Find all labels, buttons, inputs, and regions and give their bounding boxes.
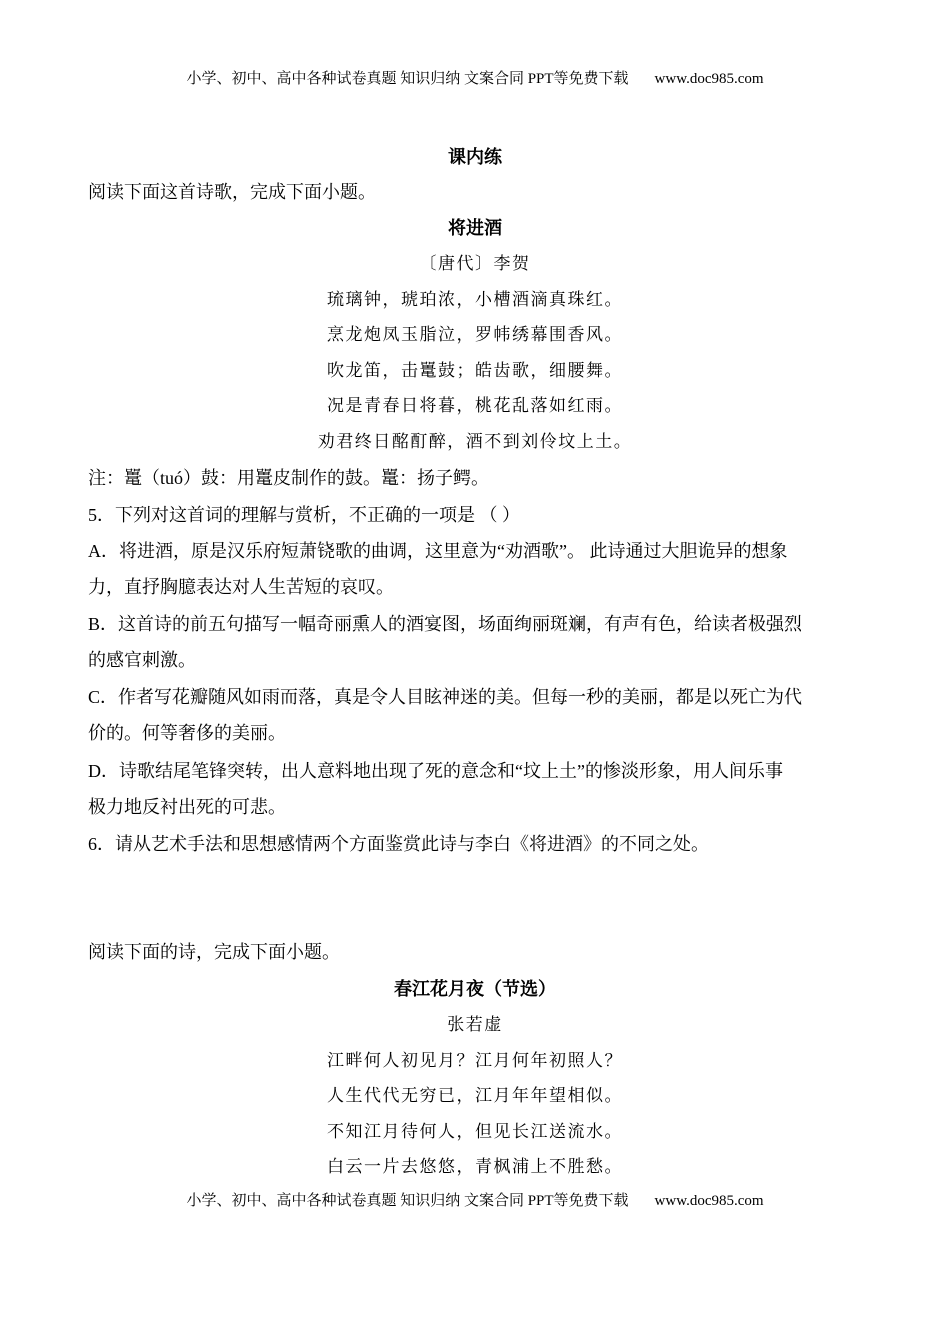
poem-line: 吹龙笛，击鼍鼓；皓齿歌，细腰舞。	[327, 361, 623, 380]
poem-author: 〔唐代〕李贺	[419, 254, 531, 273]
option-d-cont: 极力地反衬出死的可悲。	[88, 797, 286, 817]
option-a: A．将进酒，原是汉乐府短萧铙歌的曲调，这里意为“劝酒歌”。 此诗通过大胆诡异的想象	[88, 541, 788, 561]
question-6: 6．请从艺术手法和思想感情两个方面鉴赏此诗与李白《将进酒》的不同之处。	[88, 834, 709, 854]
option-c-cont: 价的。何等奢侈的美丽。	[88, 723, 286, 743]
poem-author-2: 张若虚	[447, 1015, 503, 1034]
poem-line: 人生代代无穷已，江月年年望相似。	[327, 1086, 623, 1105]
poem-title-2: 春江花月夜（节选）	[394, 979, 556, 999]
question-5: 5．下列对这首词的理解与赏析，不正确的一项是 （ ）	[88, 505, 520, 525]
poem-title: 将进酒	[448, 218, 502, 238]
header-url: www.doc985.com	[654, 71, 764, 87]
footer-text: 小学、初中、高中各种试卷真题 知识归纳 文案合同 PPT等免费下载	[186, 1193, 629, 1209]
instruction-2: 阅读下面的诗，完成下面小题。	[88, 942, 340, 962]
poem-line: 白云一片去悠悠，青枫浦上不胜愁。	[327, 1157, 623, 1176]
header-text: 小学、初中、高中各种试卷真题 知识归纳 文案合同 PPT等免费下载	[186, 71, 629, 87]
poem-line: 劝君终日酩酊醉，酒不到刘伶坟上土。	[317, 432, 633, 451]
poem-line: 琉璃钟，琥珀浓，小槽酒滴真珠红。	[327, 290, 623, 309]
option-b: B．这首诗的前五句描写一幅奇丽熏人的酒宴图，场面绚丽斑斓，有声有色，给读者极强烈	[88, 614, 803, 634]
poem-line: 不知江月待何人，但见长江送流水。	[327, 1122, 623, 1141]
page-header	[0, 68, 950, 90]
option-a-cont: 力，直抒胸臆表达对人生苦短的哀叹。	[88, 577, 394, 597]
option-b-cont: 的感官刺激。	[88, 650, 196, 670]
option-d: D．诗歌结尾笔锋突转，出人意料地出现了死的意念和“坟上土”的惨淡形象，用人间乐事	[88, 761, 783, 781]
option-c: C．作者写花瓣随风如雨而落，真是令人目眩神迷的美。但每一秒的美丽，都是以死亡为代	[88, 687, 803, 707]
poem-line: 况是青春日将暮，桃花乱落如红雨。	[327, 396, 623, 415]
instruction: 阅读下面这首诗歌，完成下面小题。	[88, 182, 376, 202]
poem-line: 烹龙炮凤玉脂泣，罗帏绣幕围香风。	[327, 325, 623, 344]
footer-url: www.doc985.com	[654, 1193, 764, 1209]
section-heading: 课内练	[448, 147, 502, 167]
poem-line: 江畔何人初见月？江月何年初照人？	[327, 1051, 623, 1070]
note: 注：鼍（tuó）鼓：用鼍皮制作的鼓。鼍：扬子鳄。	[88, 468, 489, 488]
page-footer	[0, 1190, 950, 1212]
